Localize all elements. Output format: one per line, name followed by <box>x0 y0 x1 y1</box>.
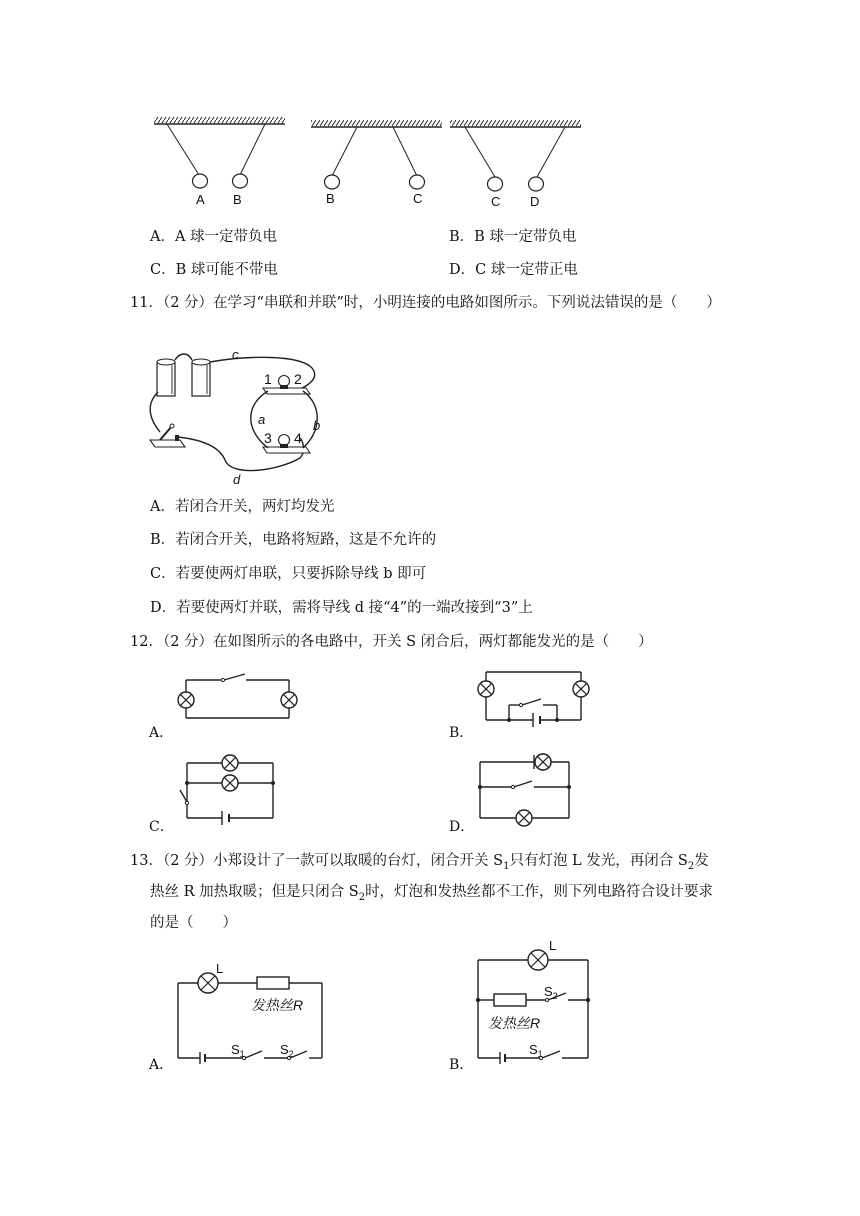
q13b-s2-label: $S_2$ <box>544 984 558 1001</box>
label-c: C <box>413 191 423 206</box>
q11-stem: 11．（2 分）在学习“串联和并联”时，小明连接的电路如图所示。下列说法错误的是（ ） <box>130 295 721 311</box>
q12-option-c-label: C． <box>149 819 174 835</box>
q12-option-a-label: A． <box>149 725 174 741</box>
wire-label-b: b <box>313 418 321 433</box>
q13-stem-line-2: 热丝 R 加热取暖；但是只闭合 $S_2$时，灯泡和发热丝都不工作，则下列电路符合设计要求 <box>150 884 714 903</box>
q12-stem: 12．（2 分）在如图所示的各电路中，开关 S 闭合后，两灯都能发光的是（ ） <box>130 634 653 650</box>
q11-option-b[interactable]: B．若闭合开关，电路将短路，这是不允许的 <box>150 532 437 548</box>
q13-stem-line-3: 的是（ ） <box>150 915 237 931</box>
q10-option-c[interactable]: C．B 球可能不带电 <box>150 262 278 278</box>
label-c2: C <box>491 194 501 209</box>
q10-option-a[interactable]: A．A 球一定带负电 <box>150 229 278 245</box>
q13a-s1-label: $S_1$ <box>231 1042 245 1059</box>
wire-label-a: a <box>258 412 266 427</box>
q12-option-b-label: B． <box>449 725 474 741</box>
q11-option-c[interactable]: C．若要使两灯串联，只要拆除导线 b 即可 <box>150 566 427 582</box>
terminal-3: 3 <box>264 430 272 446</box>
q13-stem-line-1: 13．（2 分）小郑设计了一款可以取暖的台灯，闭合开关 $S_1$只有灯泡 L 发光，再闭合 $S_2$发 <box>130 853 709 872</box>
q13a-lamp-label: L <box>216 961 224 976</box>
q13a-s2-label: $S_2$ <box>280 1042 294 1059</box>
wire-label-c: c <box>232 347 239 362</box>
label-b2: B <box>326 191 335 206</box>
label-b: B <box>233 192 242 207</box>
q10-option-d[interactable]: D．C 球一定带正电 <box>449 262 578 278</box>
q13a-heater-label: 发热丝R <box>251 997 304 1013</box>
terminal-4: 4 <box>294 430 302 446</box>
q13-circuit-b <box>476 938 590 1064</box>
q12-option-d-label: D． <box>449 819 475 835</box>
terminal-2: 2 <box>294 371 302 387</box>
terminal-1: 1 <box>264 371 272 387</box>
q13b-lamp-label: L <box>549 938 557 953</box>
q11-option-a[interactable]: A．若闭合开关，两灯均发光 <box>150 499 335 515</box>
label-d: D <box>530 194 540 209</box>
q13b-heater-label: 发热丝R <box>488 1015 541 1031</box>
q13-option-b-label: B． <box>449 1057 474 1073</box>
q13-option-a-label: A． <box>149 1057 174 1073</box>
wire-label-d: d <box>233 472 241 487</box>
q10-option-b[interactable]: B．B 球一定带负电 <box>449 229 577 245</box>
q11-option-d[interactable]: D．若要使两灯并联，需将导线 d 接“4”的一端改接到“3”上 <box>150 600 533 616</box>
q13b-s1-label: $S_1$ <box>529 1042 543 1059</box>
label-a: A <box>196 192 205 207</box>
q13-circuit-a <box>178 961 322 1064</box>
